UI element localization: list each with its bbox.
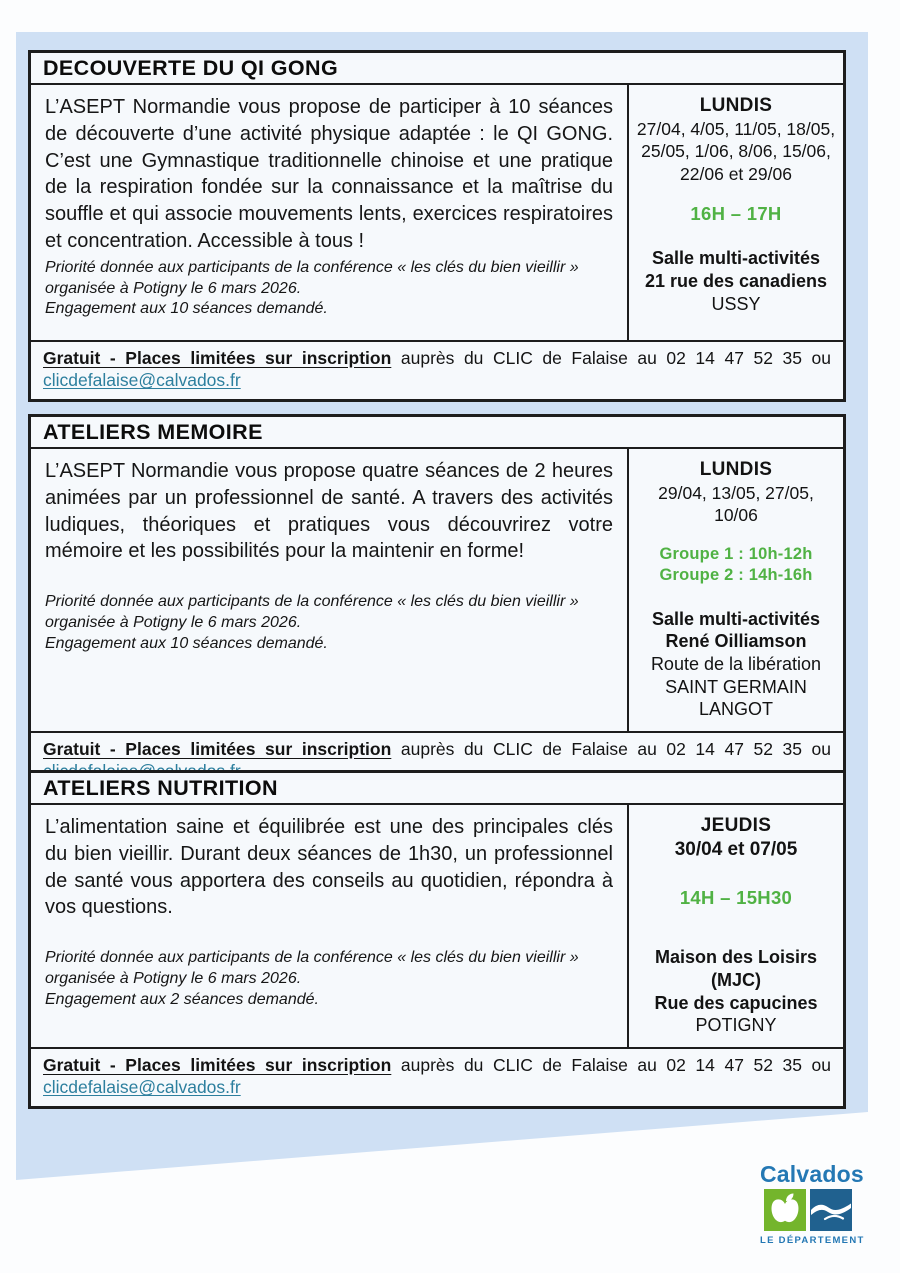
priority-note-line2: Engagement aux 2 séances demandé. xyxy=(45,990,319,1008)
section-body-row xyxy=(31,805,843,1047)
priority-note-line1: Priorité donnée aux participants de la conférence « les clés du bien vieillir » organisée à Potigny le 6 mars 2026. xyxy=(45,258,579,297)
venue-line: René Oilliamson xyxy=(665,631,807,652)
description-text: L’ASEPT Normandie vous propose quatre séances de 2 heures animées par un professionnel de santé. A travers des activités ludiques, théoriques et pratiques vous découvrirez votre mémoire et les possibilités pour la maintenir en forme! xyxy=(45,460,613,563)
priority-note xyxy=(45,948,613,1010)
calvados-logo-name: Calvados xyxy=(760,1161,864,1187)
schedule-cell xyxy=(629,449,843,731)
calvados-logo-tagline: LE DÉPARTEMENT xyxy=(760,1235,865,1246)
schedule-dates: 27/04, 4/05, 11/05, 18/05, 25/05, 1/06, 8/06, 15/06, 22/06 et 29/06 xyxy=(636,119,836,184)
venue-line: Salle multi-activités xyxy=(651,608,821,629)
priority-note-line1: Priorité donnée aux participants de la conférence « les clés du bien vieillir » organisée à Potigny le 6 mars 2026. xyxy=(45,593,579,631)
schedule-times xyxy=(690,202,781,226)
description-cell xyxy=(31,85,629,340)
section-nutrition xyxy=(28,770,846,1109)
schedule-dates: 30/04 et 07/05 xyxy=(674,839,798,860)
registration-footer xyxy=(31,340,843,399)
calvados-logo xyxy=(760,1161,865,1246)
schedule-times xyxy=(680,886,792,910)
registration-line xyxy=(43,739,831,760)
registration-email-link[interactable]: clicdefalaise@calvados.fr xyxy=(43,370,241,390)
schedule-cell xyxy=(629,85,843,340)
description-cell xyxy=(31,805,629,1047)
schedule-day: LUNDIS xyxy=(699,459,773,480)
calvados-logo-squares xyxy=(760,1189,856,1231)
registration-footer xyxy=(31,1047,843,1106)
venue-city: SAINT GERMAIN xyxy=(665,676,807,697)
priority-note xyxy=(45,258,613,320)
schedule-time: 14H – 15H30 xyxy=(679,887,793,909)
priority-note-line1: Priorité donnée aux participants de la conférence « les clés du bien vieillir » organisée à Potigny le 6 mars 2026. xyxy=(45,949,579,987)
description-text: L’ASEPT Normandie vous propose de participer à 10 séances de découverte d’une activité physique adaptée : le QI GONG. C’est une Gymnastique traditionnelle chinoise et une pratique de la respiration fondée sur la connaissance et la maîtrise du souffle et qui associe mouvements lents, exercices respiratoires et concentration. Accessible à tous ! xyxy=(45,96,613,252)
venue-line: Route de la libération xyxy=(650,654,822,674)
registration-highlight: Gratuit - Places limitées sur inscription xyxy=(43,739,392,760)
registration-highlight: Gratuit - Places limitées sur inscription xyxy=(43,1055,392,1076)
venue-line: Salle multi-activités xyxy=(651,248,821,269)
venue-block xyxy=(651,608,821,721)
registration-email-link[interactable]: clicdefalaise@calvados.fr xyxy=(43,1077,241,1098)
description-text: L’alimentation saine et équilibrée est une des principales clés du bien vieillir. Durant deux séances de 1h30, un professionnel de santé vous apportera des conseils au quotidien, répondra à vos questions. xyxy=(45,816,613,919)
wave-icon xyxy=(810,1189,852,1231)
registration-text: auprès du CLIC de Falaise au 02 14 47 52 35 ou xyxy=(400,1055,831,1076)
schedule-time: 16H – 17H xyxy=(690,203,782,225)
venue-line: 21 rue des canadiens xyxy=(644,270,828,291)
section-qi-gong xyxy=(28,50,846,402)
registration-line xyxy=(43,348,831,369)
venue-city: LANGOT xyxy=(698,699,773,720)
venue-city: USSY xyxy=(711,293,761,314)
schedule-times xyxy=(659,544,812,587)
registration-line xyxy=(43,1055,831,1076)
section-body-row xyxy=(31,85,843,340)
priority-note xyxy=(45,592,613,654)
venue-city: POTIGNY xyxy=(695,1015,777,1036)
venue-line: (MJC) xyxy=(710,970,761,991)
schedule-group1: Groupe 1 : 10h-12h xyxy=(659,544,813,563)
section-title: ATELIERS MEMOIRE xyxy=(31,417,843,449)
priority-note-line2: Engagement aux 10 séances demandé. xyxy=(45,634,328,652)
section-title: DECOUVERTE DU QI GONG xyxy=(31,53,843,85)
venue-block xyxy=(645,247,827,315)
priority-note-line2: Engagement aux 10 séances demandé. xyxy=(45,300,328,318)
description-cell xyxy=(31,449,629,731)
schedule-dates: 29/04, 13/05, 27/05, 10/06 xyxy=(658,483,814,526)
schedule-day: LUNDIS xyxy=(699,95,773,116)
schedule-group2: Groupe 2 : 14h-16h xyxy=(659,566,813,585)
registration-text: auprès du CLIC de Falaise au 02 14 47 52 35 ou xyxy=(400,739,831,760)
venue-block xyxy=(654,946,817,1037)
schedule-day: JEUDIS xyxy=(700,815,772,836)
registration-text: auprès du CLIC de Falaise au 02 14 47 52 35 ou xyxy=(400,348,831,368)
venue-line: Rue des capucines xyxy=(654,992,818,1013)
apple-icon xyxy=(764,1189,806,1231)
section-body-row xyxy=(31,449,843,731)
section-title: ATELIERS NUTRITION xyxy=(31,773,843,805)
venue-line: Maison des Loisirs xyxy=(654,947,818,968)
section-memoire xyxy=(28,414,846,793)
registration-highlight: Gratuit - Places limitées sur inscription xyxy=(43,348,392,368)
schedule-cell xyxy=(629,805,843,1047)
